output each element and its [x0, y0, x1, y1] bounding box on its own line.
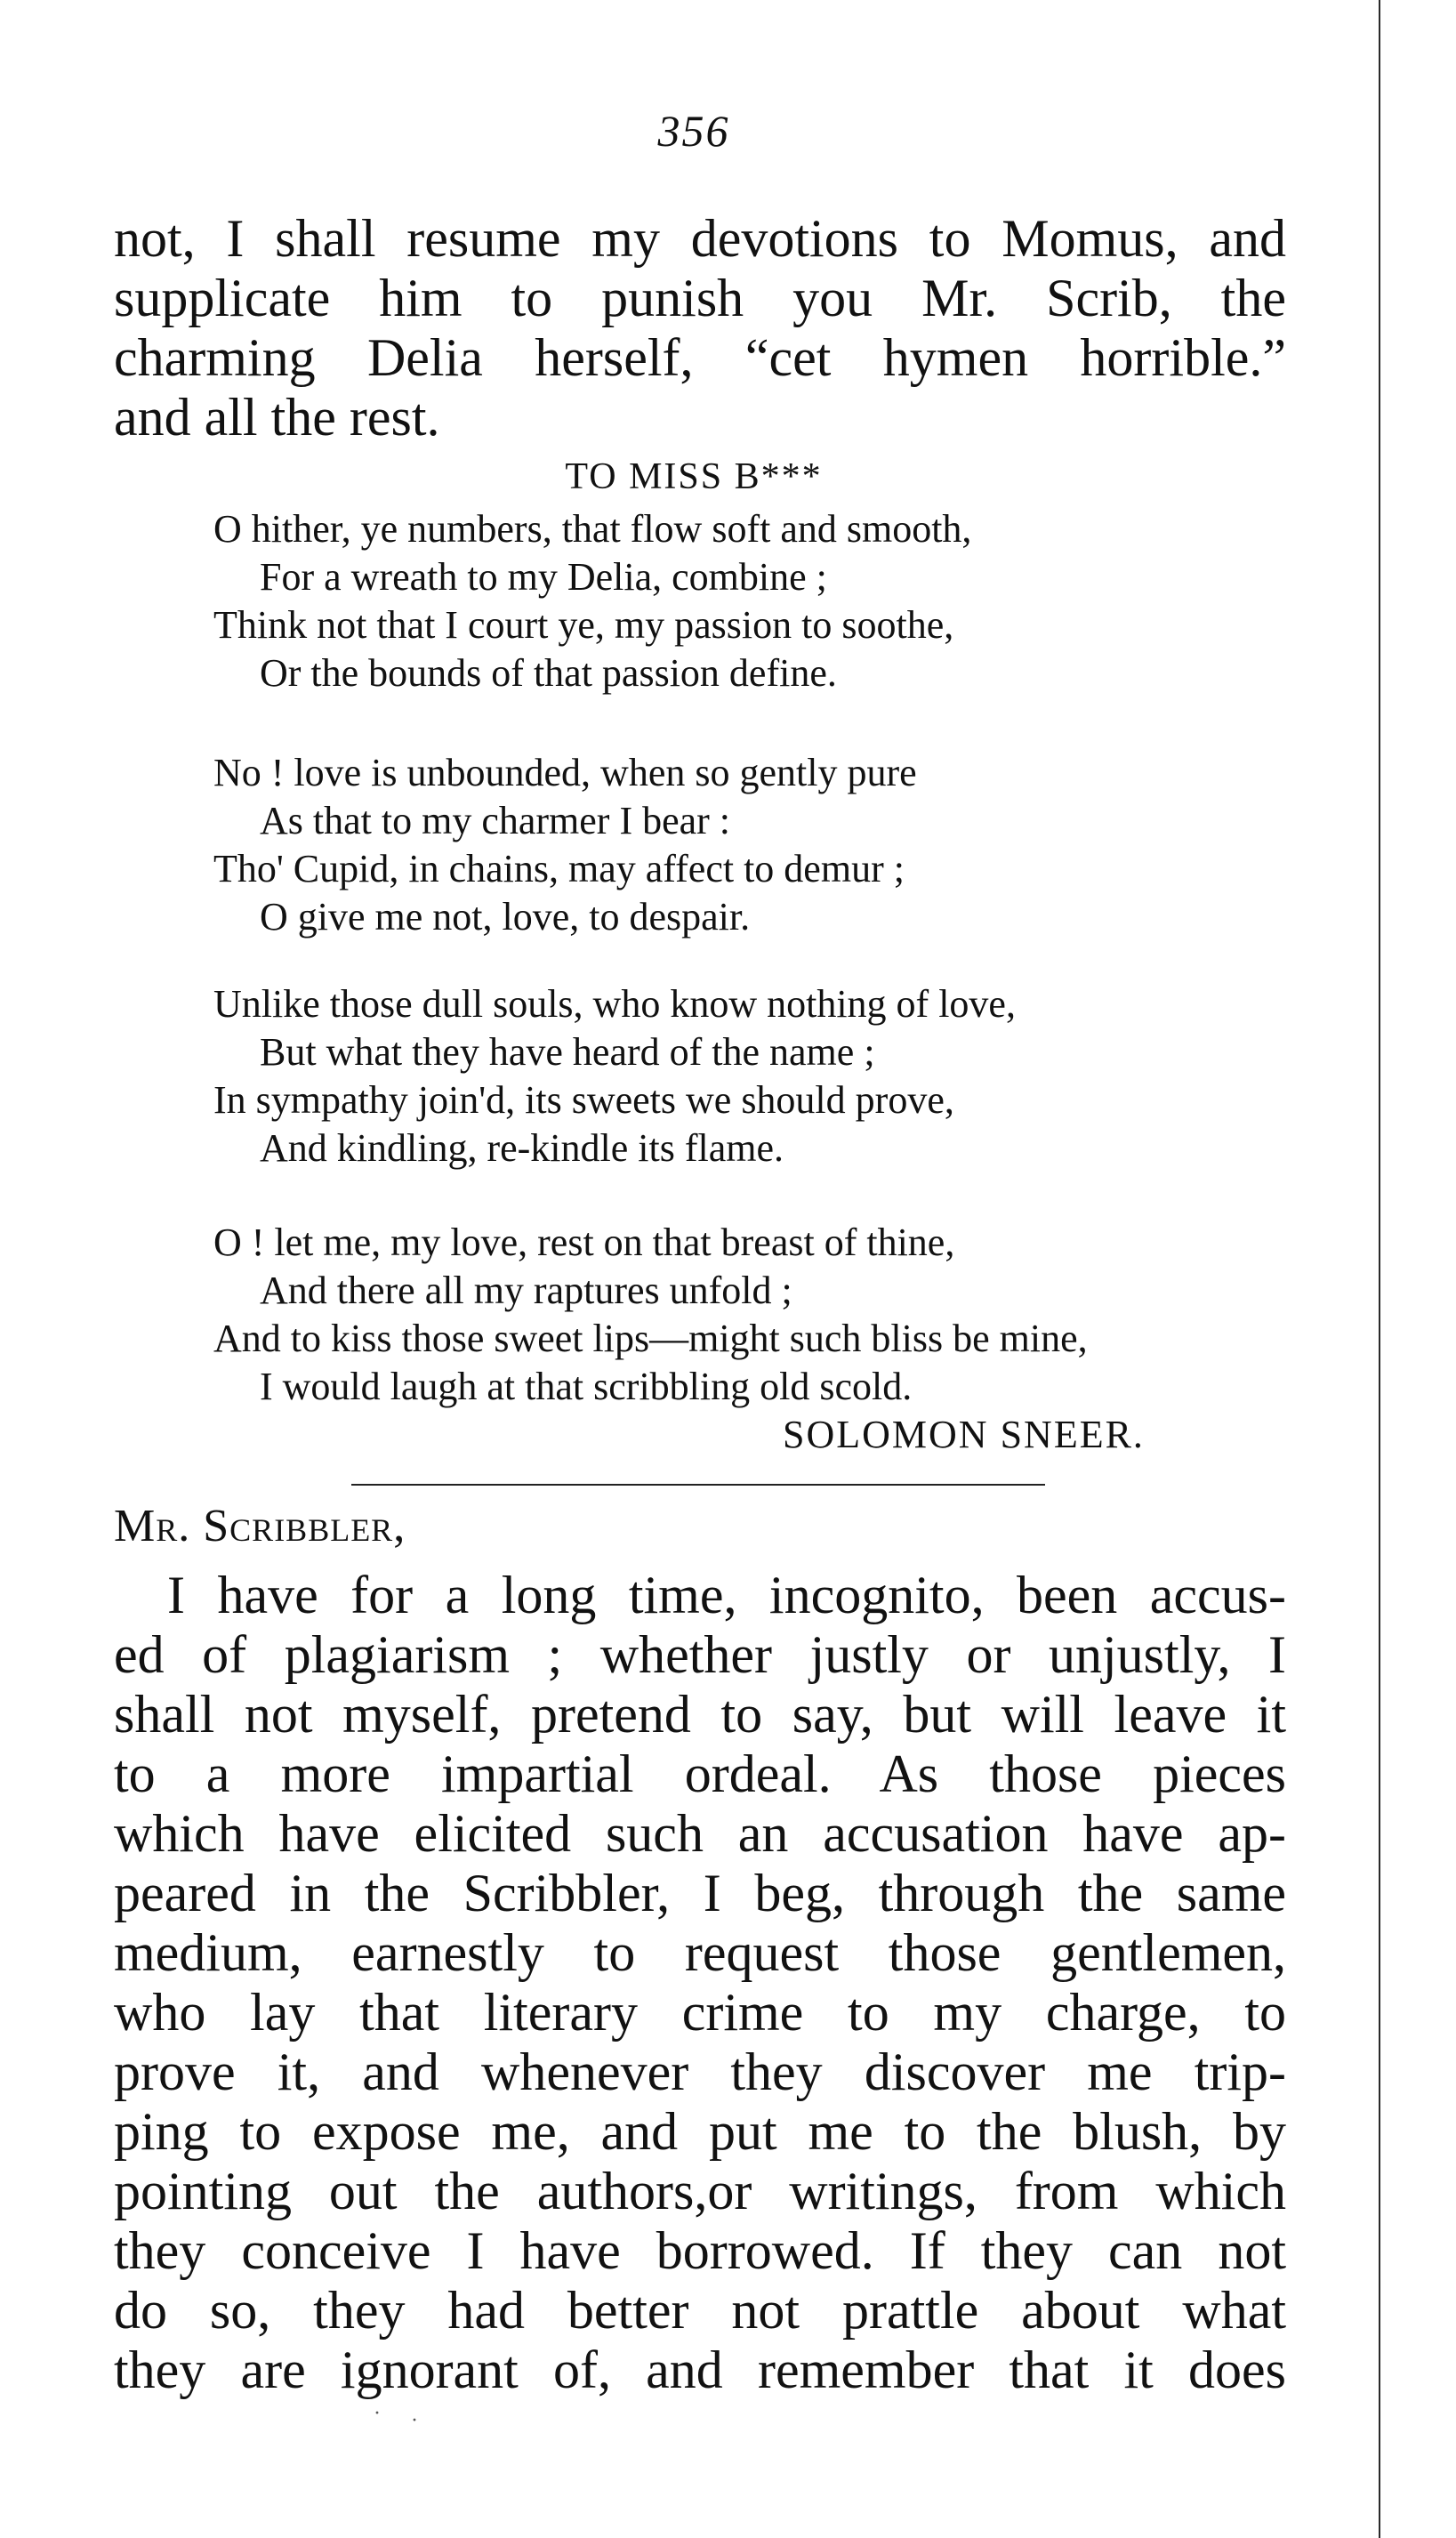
poem-verse: For a wreath to my Delia, combine ; [260, 555, 827, 599]
page-edge-line [1379, 0, 1380, 2538]
letter-line: they conceive I have borrowed. If they can not [114, 2221, 1286, 2280]
letter-line: prove it, and whenever they discover me trip- [114, 2042, 1286, 2101]
poem-verse: In sympathy join'd, its sweets we should prove, [213, 1078, 954, 1122]
poem-verse: And kindling, re-kindle its flame. [260, 1126, 784, 1170]
poem-verse: Think not that I court ye, my passion to soothe, [213, 603, 954, 647]
letter-line: ed of plagiarism ; whether justly or unjustly, I [114, 1625, 1286, 1684]
ink-speck: · [411, 2409, 418, 2432]
page-number: 356 [657, 106, 730, 156]
letter-body [114, 1566, 1286, 2400]
poem-verse: But what they have heard of the name ; [260, 1030, 875, 1074]
letter-line: do so, they had better not prattle about what [114, 2281, 1286, 2340]
poem-verse: I would laugh at that scribbling old scold. [260, 1365, 913, 1408]
poem-stanza-3 [213, 980, 1281, 1172]
poem-verse: Unlike those dull souls, who know nothing of love, [213, 982, 1016, 1026]
poem-stanza-4 [213, 1219, 1281, 1411]
letter-line: who lay that literary crime to my charge, to [114, 1983, 1286, 2042]
poem-stanza-2 [213, 749, 1281, 941]
letter-line: I have for a long time, incognito, been accus- [167, 1566, 1286, 1624]
letter-line: which have elicited such an accusation have ap- [114, 1804, 1286, 1863]
letter-line: they are ignorant of, and remember that it does [114, 2341, 1286, 2399]
poem-verse: And there all my raptures unfold ; [260, 1269, 792, 1312]
letter-line: peared in the Scribbler, I beg, through the same [114, 1864, 1286, 1922]
poem-verse: As that to my charmer I bear : [260, 799, 731, 842]
poem-verse: O ! let me, my love, rest on that breast of thine, [213, 1221, 955, 1264]
letter-line: to a more impartial ordeal. As those pieces [114, 1744, 1286, 1803]
poem-verse: Tho' Cupid, in chains, may affect to demur ; [213, 847, 905, 890]
poem-verse: O hither, ye numbers, that flow soft and smooth, [213, 507, 972, 551]
section-divider [351, 1484, 1045, 1486]
poem-verse: O give me not, love, to despair. [260, 895, 751, 939]
poem-verse: No ! love is unbounded, when so gently pure [213, 751, 917, 794]
poem-stanza-1 [213, 505, 1281, 697]
opening-line: not, I shall resume my devotions to Momus, and [114, 209, 1286, 268]
letter-line: shall not myself, pretend to say, but will leave it [114, 1685, 1286, 1744]
letter-salutation: Mr. Scribbler, [114, 1501, 406, 1551]
letter-line: medium, earnestly to request those gentlemen, [114, 1923, 1286, 1982]
poem-verse: Or the bounds of that passion define. [260, 651, 837, 695]
opening-line: charming Delia herself, “cet hymen horrible.” [114, 328, 1286, 387]
opening-line: and all the rest. [114, 388, 440, 447]
poem-signature: SOLOMON SNEER. [783, 1413, 1145, 1456]
poem-title: TO MISS B*** [565, 456, 823, 497]
letter-line: pointing out the authors,or writings, from which [114, 2162, 1286, 2220]
opening-line: supplicate him to punish you Mr. Scrib, the [114, 269, 1286, 327]
opening-paragraph [114, 209, 1286, 447]
letter-line: ping to expose me, and put me to the blush, by [114, 2102, 1286, 2161]
ink-speck: · [374, 2402, 381, 2425]
poem-verse: And to kiss those sweet lips—might such bliss be mine, [213, 1317, 1088, 1360]
